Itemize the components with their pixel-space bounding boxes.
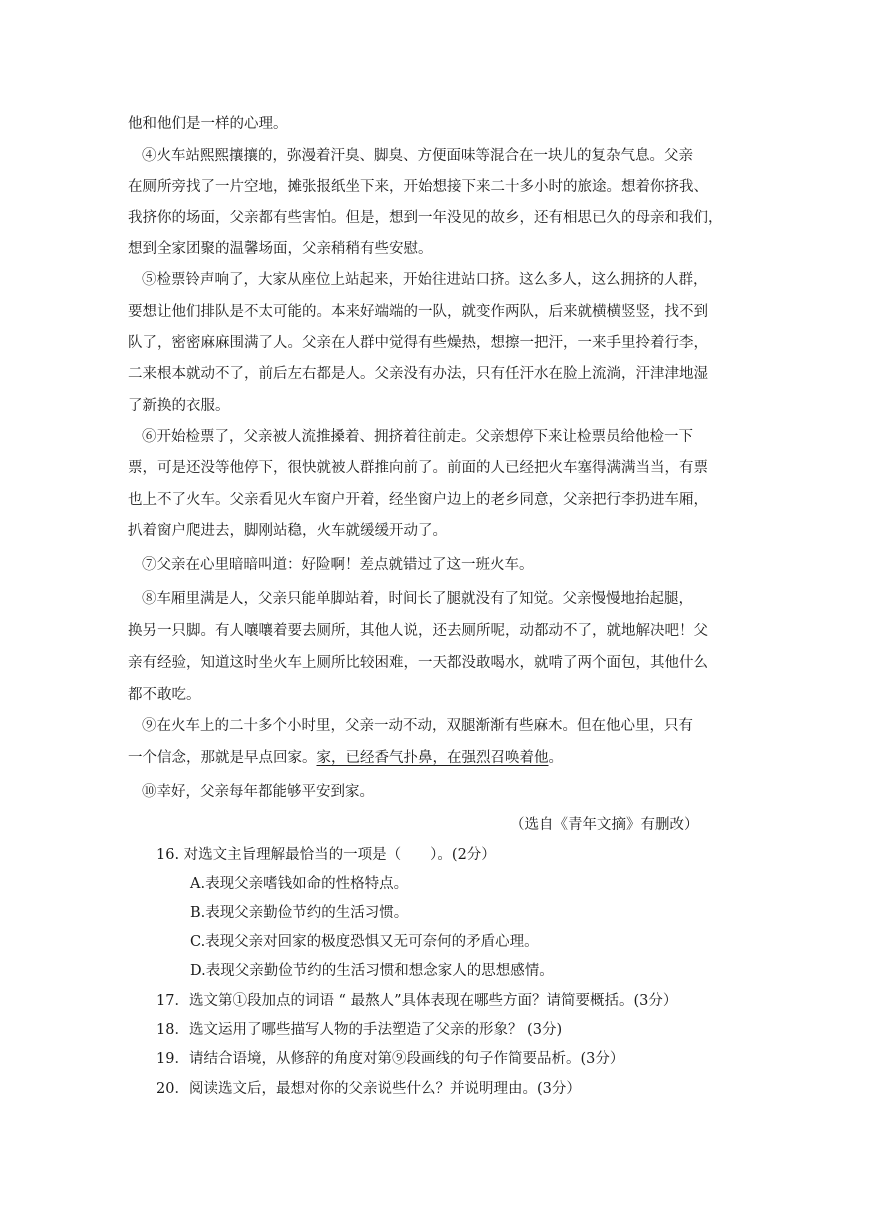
question-16-option-b: B.表现父亲勤俭节约的生活习惯。 xyxy=(190,905,409,921)
text-line: 他和他们是一样的心理。 xyxy=(128,116,288,132)
paragraph-6-line: 票，可是还没等他停下，很快就被人群推向前了。前面的人已经把火车塞得满满当当，有票 xyxy=(128,460,708,476)
paragraph-8-line: 都不敢吃。 xyxy=(128,687,201,703)
paragraph-6-line: 也上不了火车。父亲看见火车窗户开着，经坐窗户边上的老乡同意，父亲把行李扔进车厢， xyxy=(128,492,708,508)
question-18: 18．选文运用了哪些描写人物的手法塑造了父亲的形象？ (3分) xyxy=(156,1022,563,1038)
paragraph-6-line: ⑥开始检票了，父亲被人流推搡着、拥挤着往前走。父亲想停下来让检票员给他检一下 xyxy=(142,429,693,445)
question-16: 16. 对选文主旨理解最恰当的一项是（ ）。(2分） xyxy=(156,847,496,863)
underlined-sentence: 家，已经香气扑鼻，在强烈召唤着他 xyxy=(316,750,549,766)
paragraph-5-line: 了新换的衣服。 xyxy=(128,398,230,414)
paragraph-9-end: 。 xyxy=(548,750,563,766)
paragraph-4-line: 我挤你的场面，父亲都有些害怕。但是，想到一年没见的故乡，还有相思已久的母亲和我们， xyxy=(128,210,723,226)
paragraph-9-line xyxy=(128,748,753,768)
question-16-option-a: A.表现父亲嗜钱如命的性格特点。 xyxy=(190,876,409,892)
paragraph-4-line: ④火车站熙熙攘攘的，弥漫着汗臭、脚臭、方便面味等混合在一块儿的复杂气息。父亲 xyxy=(142,148,693,164)
paragraph-4-line: 在厕所旁找了一片空地，摊张报纸坐下来，开始想接下来二十多小时的旅途。想着你挤我、 xyxy=(128,179,708,195)
question-17: 17．选文第①段加点的词语 “ 最熬人”具体表现在哪些方面？请简要概括。(3分） xyxy=(156,993,678,1009)
paragraph-8-line: ⑧车厢里满是人，父亲只能单脚站着，时间长了腿就没有了知觉。父亲慢慢地抬起腿， xyxy=(142,591,693,607)
question-16-option-d: D.表现父亲勤俭节约的生活习惯和想念家人的思想感情。 xyxy=(190,963,554,979)
paragraph-5-line: 队了，密密麻麻围满了人。父亲在人群中觉得有些燥热，想擦一把汗，一来手里拎着行李， xyxy=(128,335,708,351)
paragraph-7-line: ⑦父亲在心里暗暗叫道：好险啊！差点就错过了这一班火车。 xyxy=(142,557,534,573)
paragraph-5-line: 要想让他们排队是不太可能的。本来好端端的一队，就变作两队，后来就横横竖竖，找不到 xyxy=(128,304,708,320)
paragraph-4-line: 想到全家团聚的温馨场面，父亲稍稍有些安慰。 xyxy=(128,241,433,257)
question-16-option-c: C.表现父亲对回家的极度恐惧又无可奈何的矛盾心理。 xyxy=(190,934,539,950)
paragraph-6-line: 扒着窗户爬进去，脚刚站稳，火车就缓缓开动了。 xyxy=(128,523,447,539)
paragraph-8-line: 亲有经验，知道这时坐火车上厕所比较困难，一天都没敢喝水，就啃了两个面包，其他什么 xyxy=(128,655,708,671)
paragraph-5-line: 二来根本就动不了，前后左右都是人。父亲没有办法，只有任汗水在脸上流淌，汗津津地湿 xyxy=(128,366,708,382)
question-20: 20．阅读选文后，最想对你的父亲说些什么？并说明理由。(3分） xyxy=(156,1081,581,1097)
paragraph-5-line: ⑤检票铃声响了，大家从座位上站起来，开始往进站口挤。这么多人，这么拥挤的人群， xyxy=(142,272,708,288)
paragraph-9-line: ⑨在火车上的二十多个小时里，父亲一动不动，双腿渐渐有些麻木。但在他心里，只有 xyxy=(142,718,693,734)
source-attribution: （选自《青年文摘》有删改） xyxy=(510,817,699,833)
paragraph-8-line: 换另一只脚。有人嚷嚷着要去厕所，其他人说，还去厕所呢，动都动不了，就地解决吧！父 xyxy=(128,623,708,639)
paragraph-9-text: 一个信念，那就是早点回家。 xyxy=(128,750,317,766)
paragraph-10-line: ⑩幸好，父亲每年都能够平安到家。 xyxy=(142,784,374,800)
question-19: 19．请结合语境，从修辞的角度对第⑨段画线的句子作简要品析。(3分） xyxy=(156,1051,625,1067)
